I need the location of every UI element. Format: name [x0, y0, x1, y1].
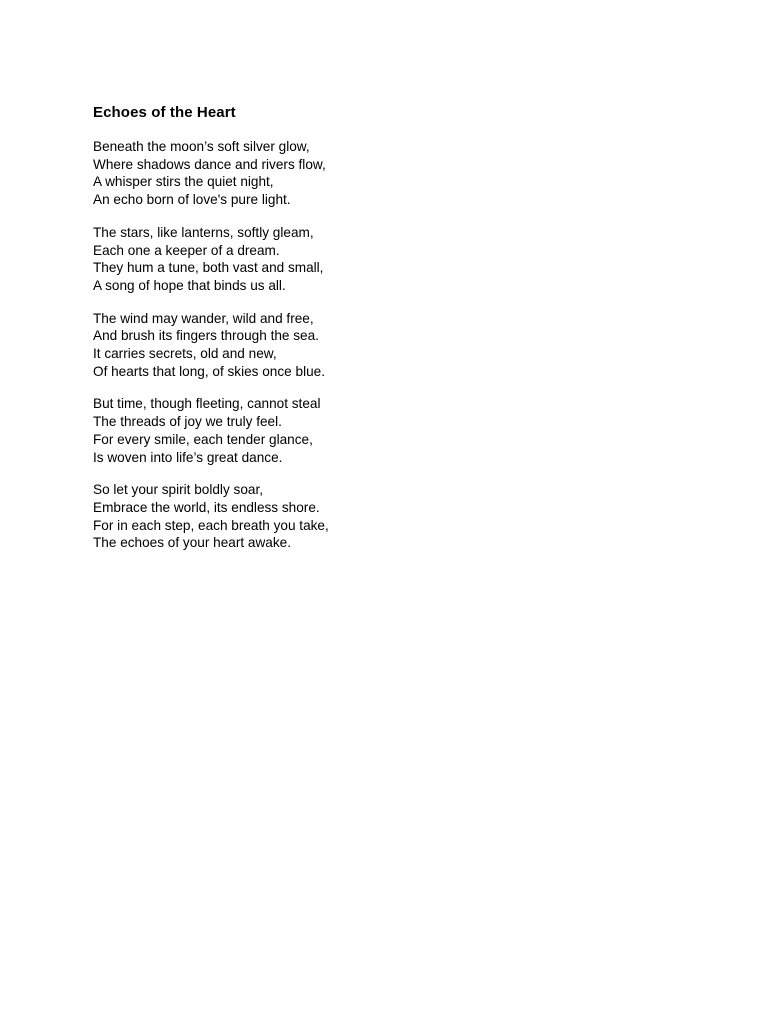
poem-line: But time, though fleeting, cannot steal [93, 396, 321, 412]
poem-line: For in each step, each breath you take, [93, 517, 329, 533]
poem-line: Where shadows dance and rivers flow, [93, 156, 326, 172]
poem-line: And brush its fingers through the sea. [93, 328, 319, 344]
stanza-1 [93, 138, 693, 209]
poem-line: They hum a tune, both vast and small, [93, 260, 324, 276]
stanza-3 [93, 310, 693, 381]
poem-line: A song of hope that binds us all. [93, 277, 286, 293]
poem-line: The stars, like lanterns, softly gleam, [93, 224, 314, 240]
poem-line: An echo born of love's pure light. [93, 192, 291, 208]
poem-line: So let your spirit boldly soar, [93, 482, 264, 498]
poem-line: A whisper stirs the quiet night, [93, 174, 274, 190]
poem-line: Each one a keeper of a dream. [93, 242, 280, 258]
poem-line: Is woven into life’s great dance. [93, 449, 283, 465]
poem-line: Of hearts that long, of skies once blue. [93, 363, 325, 379]
stanza-5 [93, 481, 693, 552]
poem-line: The wind may wander, wild and free, [93, 310, 314, 326]
stanza-2 [93, 224, 693, 295]
poem-line: For every smile, each tender glance, [93, 431, 313, 447]
poem-line: Beneath the moon’s soft silver glow, [93, 139, 310, 154]
poem-line: Embrace the world, its endless shore. [93, 499, 320, 515]
poem-line: The echoes of your heart awake. [93, 535, 291, 551]
stanza-4 [93, 395, 693, 466]
poem-line: The threads of joy we truly feel. [93, 414, 282, 430]
poem-line: It carries secrets, old and new, [93, 346, 277, 362]
poem-title: Echoes of the Heart [93, 104, 236, 121]
poem [93, 104, 693, 567]
